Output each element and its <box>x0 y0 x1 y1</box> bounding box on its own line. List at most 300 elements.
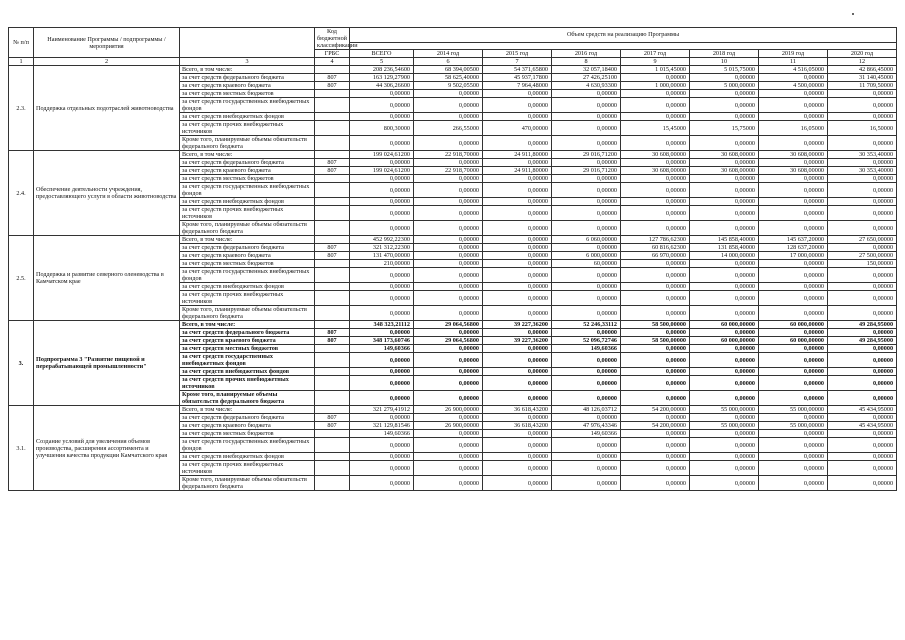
year-value: 0,00000 <box>414 291 483 306</box>
year-value: 0,00000 <box>621 74 690 82</box>
index-cell: 3 <box>180 58 315 66</box>
section-number: 2.4. <box>9 151 34 236</box>
year-value: 60,00000 <box>552 260 621 268</box>
year-value: 0,00000 <box>483 198 552 206</box>
year-value: 0,00000 <box>828 90 897 98</box>
year-value: 0,00000 <box>828 329 897 337</box>
year-value: 0,00000 <box>414 453 483 461</box>
year-value: 0,00000 <box>483 291 552 306</box>
grbs-code: 807 <box>315 252 350 260</box>
year-value: 0,00000 <box>828 136 897 151</box>
year-value: 127 786,62300 <box>621 236 690 244</box>
year-value: 0,00000 <box>759 206 828 221</box>
year-value: 0,00000 <box>759 368 828 376</box>
year-value: 0,00000 <box>759 461 828 476</box>
year-value: 0,00000 <box>690 368 759 376</box>
grbs-code: 807 <box>315 244 350 252</box>
year-value: 60 000,00000 <box>690 321 759 329</box>
year-value: 0,00000 <box>483 183 552 198</box>
year-value: 0,00000 <box>621 283 690 291</box>
year-value: 0,00000 <box>621 368 690 376</box>
year-value: 128 637,20000 <box>759 244 828 252</box>
year-value: 0,00000 <box>621 438 690 453</box>
year-value: 0,00000 <box>828 461 897 476</box>
year-value: 32 057,18400 <box>552 66 621 74</box>
total-value: 0,00000 <box>350 98 414 113</box>
year-value: 0,00000 <box>414 183 483 198</box>
year-value: 0,00000 <box>828 159 897 167</box>
year-value: 7 964,48000 <box>483 82 552 90</box>
year-value: 0,00000 <box>483 206 552 221</box>
year-value: 0,00000 <box>483 391 552 406</box>
year-value: 0,00000 <box>828 283 897 291</box>
year-value: 0,00000 <box>621 136 690 151</box>
funding-source-label: за счет средств внебюджетных фондов <box>180 453 315 461</box>
year-value: 0,00000 <box>621 391 690 406</box>
year-value: 0,00000 <box>828 430 897 438</box>
year-value: 55 000,00000 <box>690 406 759 414</box>
header-year: 2018 год <box>690 50 759 58</box>
section-name: Обеспечение деятельности учреждения, предоставляющего услуги в области животноводства <box>34 151 180 236</box>
year-value: 0,00000 <box>828 438 897 453</box>
grbs-code: 807 <box>315 74 350 82</box>
index-cell: 4 <box>315 58 350 66</box>
year-value: 36 618,43200 <box>483 422 552 430</box>
year-value: 30 608,00000 <box>759 151 828 159</box>
funding-source-label: за счет средств федерального бюджета <box>180 329 315 337</box>
year-value: 0,00000 <box>828 175 897 183</box>
section-name: Поддержка отдельных подотраслей животноводства <box>34 66 180 151</box>
year-value: 0,00000 <box>828 98 897 113</box>
grbs-code: 807 <box>315 422 350 430</box>
year-value: 0,00000 <box>483 236 552 244</box>
year-value: 0,00000 <box>690 329 759 337</box>
grbs-code <box>315 113 350 121</box>
year-value: 0,00000 <box>621 414 690 422</box>
funding-source-label: за счет средств прочих внебюджетных источников <box>180 291 315 306</box>
year-value: 0,00000 <box>414 236 483 244</box>
year-value: 0,00000 <box>828 414 897 422</box>
total-value: 321 279,41912 <box>350 406 414 414</box>
year-value: 0,00000 <box>621 453 690 461</box>
year-value: 55 000,00000 <box>759 422 828 430</box>
year-value: 0,00000 <box>759 283 828 291</box>
year-value: 0,00000 <box>483 430 552 438</box>
year-value: 0,00000 <box>483 476 552 491</box>
year-value: 0,00000 <box>828 113 897 121</box>
year-value: 29 016,71200 <box>552 151 621 159</box>
section-name: Создание условий для увеличения объемов производства, расширения ассортимента и улучшения качества продукции Камчатского края <box>34 406 180 491</box>
grbs-code <box>315 461 350 476</box>
funding-source-label: за счет средств внебюджетных фондов <box>180 113 315 121</box>
year-value: 0,00000 <box>759 183 828 198</box>
year-value: 0,00000 <box>690 221 759 236</box>
year-value: 30 608,00000 <box>621 167 690 175</box>
grbs-code <box>315 321 350 329</box>
section-number: 2.5. <box>9 236 34 321</box>
total-value: 0,00000 <box>350 329 414 337</box>
year-value: 0,00000 <box>759 175 828 183</box>
year-value: 54 371,65800 <box>483 66 552 74</box>
year-value: 0,00000 <box>828 306 897 321</box>
index-cell: 5 <box>350 58 414 66</box>
total-value: 0,00000 <box>350 268 414 283</box>
year-value: 0,00000 <box>759 345 828 353</box>
total-value: 210,00000 <box>350 260 414 268</box>
funding-source-label: за счет средств государственных внебюджетных фондов <box>180 438 315 453</box>
funding-source-label: за счет средств внебюджетных фондов <box>180 283 315 291</box>
year-value: 0,00000 <box>690 198 759 206</box>
year-value: 14 000,00000 <box>690 252 759 260</box>
year-value: 0,00000 <box>483 306 552 321</box>
grbs-code <box>315 306 350 321</box>
header-year: 2014 год <box>414 50 483 58</box>
year-value: 31 140,45000 <box>828 74 897 82</box>
year-value: 0,00000 <box>552 368 621 376</box>
total-value: 149,60366 <box>350 430 414 438</box>
grbs-code <box>315 183 350 198</box>
grbs-code: 807 <box>315 159 350 167</box>
year-value: 0,00000 <box>552 244 621 252</box>
grbs-code <box>315 268 350 283</box>
year-value: 0,00000 <box>414 198 483 206</box>
header-year: 2016 год <box>552 50 621 58</box>
year-value: 150,00000 <box>828 260 897 268</box>
total-value: 0,00000 <box>350 476 414 491</box>
year-value: 55 000,00000 <box>759 406 828 414</box>
year-value: 0,00000 <box>483 368 552 376</box>
total-value: 0,00000 <box>350 206 414 221</box>
year-value: 0,00000 <box>621 268 690 283</box>
section-number: 2.3. <box>9 66 34 151</box>
total-value: 0,00000 <box>350 113 414 121</box>
year-value: 52 246,33112 <box>552 321 621 329</box>
year-value: 0,00000 <box>759 221 828 236</box>
year-value: 0,00000 <box>759 98 828 113</box>
year-value: 0,00000 <box>483 438 552 453</box>
year-value: 145 858,40000 <box>690 236 759 244</box>
year-value: 60 000,00000 <box>759 321 828 329</box>
year-value: 0,00000 <box>483 98 552 113</box>
funding-source-label: за счет средств местных бюджетов <box>180 430 315 438</box>
grbs-code: 807 <box>315 337 350 345</box>
year-value: 45 434,95000 <box>828 406 897 414</box>
index-cell: 2 <box>34 58 180 66</box>
total-value: 131 470,00000 <box>350 252 414 260</box>
year-value: 0,00000 <box>414 221 483 236</box>
table-row <box>9 236 897 244</box>
year-value: 0,00000 <box>483 461 552 476</box>
funding-source-label: за счет средств краевого бюджета <box>180 167 315 175</box>
year-value: 0,00000 <box>414 90 483 98</box>
year-value: 0,00000 <box>759 136 828 151</box>
year-value: 60 000,00000 <box>759 337 828 345</box>
grbs-code <box>315 90 350 98</box>
year-value: 0,00000 <box>552 183 621 198</box>
total-value: 208 236,54600 <box>350 66 414 74</box>
year-value: 0,00000 <box>621 206 690 221</box>
year-value: 0,00000 <box>759 306 828 321</box>
year-value: 49 284,95000 <box>828 337 897 345</box>
year-value: 0,00000 <box>414 329 483 337</box>
funding-source-label: за счет средств государственных внебюджетных фондов <box>180 183 315 198</box>
year-value: 30 608,00000 <box>621 151 690 159</box>
year-value: 0,00000 <box>690 376 759 391</box>
year-value: 27 426,25100 <box>552 74 621 82</box>
year-value: 0,00000 <box>690 98 759 113</box>
header-year: 2015 год <box>483 50 552 58</box>
funding-source-label: Кроме того, планируемые объемы обязательств федерального бюджета <box>180 221 315 236</box>
year-value: 24 911,80000 <box>483 151 552 159</box>
funding-source-label: за счет средств внебюджетных фондов <box>180 368 315 376</box>
year-value: 0,00000 <box>759 376 828 391</box>
year-value: 0,00000 <box>828 221 897 236</box>
funding-source-label: за счет средств федерального бюджета <box>180 244 315 252</box>
year-value: 16,05000 <box>759 121 828 136</box>
table-row <box>9 321 897 329</box>
grbs-code <box>315 98 350 113</box>
year-value: 27 650,00000 <box>828 236 897 244</box>
total-value: 44 306,26600 <box>350 82 414 90</box>
funding-source-label: за счет средств местных бюджетов <box>180 175 315 183</box>
year-value: 0,00000 <box>552 206 621 221</box>
year-value: 0,00000 <box>483 136 552 151</box>
year-value: 0,00000 <box>552 221 621 236</box>
year-value: 0,00000 <box>690 453 759 461</box>
year-value: 58 625,40000 <box>414 74 483 82</box>
year-value: 0,00000 <box>690 159 759 167</box>
year-value: 0,00000 <box>552 329 621 337</box>
year-value: 0,00000 <box>621 306 690 321</box>
index-cell: 11 <box>759 58 828 66</box>
grbs-code <box>315 453 350 461</box>
year-value: 0,00000 <box>414 368 483 376</box>
index-cell: 9 <box>621 58 690 66</box>
year-value: 0,00000 <box>552 198 621 206</box>
year-value: 4 516,05000 <box>759 66 828 74</box>
header-empty <box>180 28 315 58</box>
year-value: 0,00000 <box>621 159 690 167</box>
year-value: 0,00000 <box>414 136 483 151</box>
funding-source-label: Всего, в том числе: <box>180 151 315 159</box>
index-cell: 12 <box>828 58 897 66</box>
year-value: 30 608,00000 <box>690 151 759 159</box>
year-value: 4 500,00000 <box>759 82 828 90</box>
year-value: 1 000,00000 <box>621 82 690 90</box>
year-value: 0,00000 <box>759 268 828 283</box>
funding-source-label: Кроме того, планируемые объемы обязательств федерального бюджета <box>180 306 315 321</box>
year-value: 0,00000 <box>621 476 690 491</box>
grbs-code <box>315 391 350 406</box>
total-value: 0,00000 <box>350 353 414 368</box>
year-value: 0,00000 <box>828 206 897 221</box>
year-value: 0,00000 <box>414 461 483 476</box>
grbs-code <box>315 291 350 306</box>
index-cell: 7 <box>483 58 552 66</box>
year-value: 26 900,00000 <box>414 422 483 430</box>
section-name: Поддержка и развитие северного оленеводства в Камчатском крае <box>34 236 180 321</box>
year-value: 0,00000 <box>414 430 483 438</box>
year-value: 0,00000 <box>621 260 690 268</box>
year-value: 0,00000 <box>690 461 759 476</box>
year-value: 0,00000 <box>552 438 621 453</box>
funding-source-label: за счет средств краевого бюджета <box>180 337 315 345</box>
year-value: 0,00000 <box>621 198 690 206</box>
grbs-code <box>315 283 350 291</box>
year-value: 48 126,03712 <box>552 406 621 414</box>
scan-speck <box>852 13 854 15</box>
year-value: 0,00000 <box>621 113 690 121</box>
section-number: 3. <box>9 321 34 406</box>
year-value: 0,00000 <box>690 345 759 353</box>
year-value: 0,00000 <box>483 414 552 422</box>
year-value: 0,00000 <box>690 175 759 183</box>
year-value: 29 016,71200 <box>552 167 621 175</box>
funding-source-label: за счет средств краевого бюджета <box>180 82 315 90</box>
year-value: 0,00000 <box>759 453 828 461</box>
year-value: 42 866,45000 <box>828 66 897 74</box>
year-value: 0,00000 <box>621 376 690 391</box>
year-value: 0,00000 <box>414 414 483 422</box>
year-value: 0,00000 <box>690 113 759 121</box>
total-value: 0,00000 <box>350 306 414 321</box>
year-value: 16,50000 <box>828 121 897 136</box>
year-value: 0,00000 <box>552 121 621 136</box>
year-value: 0,00000 <box>690 74 759 82</box>
grbs-code <box>315 66 350 74</box>
year-value: 0,00000 <box>483 345 552 353</box>
grbs-code <box>315 175 350 183</box>
year-value: 0,00000 <box>828 453 897 461</box>
year-value: 0,00000 <box>483 221 552 236</box>
year-value: 0,00000 <box>759 391 828 406</box>
year-value: 0,00000 <box>414 206 483 221</box>
index-cell: 1 <box>9 58 34 66</box>
year-value: 0,00000 <box>414 391 483 406</box>
year-value: 149,60366 <box>552 430 621 438</box>
year-value: 0,00000 <box>552 136 621 151</box>
year-value: 0,00000 <box>621 98 690 113</box>
year-value: 0,00000 <box>414 345 483 353</box>
grbs-code <box>315 206 350 221</box>
year-value: 0,00000 <box>690 283 759 291</box>
funding-source-label: за счет средств государственных внебюджетных фондов <box>180 268 315 283</box>
year-value: 0,00000 <box>414 283 483 291</box>
funding-source-label: Всего, в том числе: <box>180 406 315 414</box>
year-value: 0,00000 <box>552 391 621 406</box>
grbs-code <box>315 198 350 206</box>
grbs-code: 807 <box>315 329 350 337</box>
year-value: 49 284,95000 <box>828 321 897 329</box>
year-value: 39 227,36200 <box>483 321 552 329</box>
year-value: 0,00000 <box>552 98 621 113</box>
funding-source-label: Кроме того, планируемые объемы обязательств федерального бюджета <box>180 136 315 151</box>
year-value: 0,00000 <box>621 291 690 306</box>
year-value: 15,45000 <box>621 121 690 136</box>
table-row <box>9 406 897 414</box>
header-year: 2019 год <box>759 50 828 58</box>
index-cell: 8 <box>552 58 621 66</box>
year-value: 0,00000 <box>483 252 552 260</box>
year-value: 9 502,05500 <box>414 82 483 90</box>
year-value: 0,00000 <box>414 260 483 268</box>
year-value: 0,00000 <box>690 183 759 198</box>
year-value: 0,00000 <box>483 268 552 283</box>
index-cell: 6 <box>414 58 483 66</box>
total-value: 0,00000 <box>350 175 414 183</box>
funding-source-label: за счет средств местных бюджетов <box>180 260 315 268</box>
year-value: 0,00000 <box>621 221 690 236</box>
year-value: 0,00000 <box>552 414 621 422</box>
year-value: 0,00000 <box>759 291 828 306</box>
year-value: 0,00000 <box>621 430 690 438</box>
year-value: 470,00000 <box>483 121 552 136</box>
header-code: Код бюджетной классификации <box>315 28 350 50</box>
funding-source-label: за счет средств государственных внебюджетных фондов <box>180 353 315 368</box>
year-value: 0,00000 <box>552 268 621 283</box>
header-total: ВСЕГО <box>350 50 414 58</box>
year-value: 39 227,36200 <box>483 337 552 345</box>
program-funding-table <box>8 27 897 491</box>
year-value: 0,00000 <box>690 268 759 283</box>
year-value: 0,00000 <box>414 113 483 121</box>
year-value: 0,00000 <box>690 206 759 221</box>
grbs-code <box>315 236 350 244</box>
funding-source-label: за счет средств государственных внебюджетных фондов <box>180 98 315 113</box>
year-value: 0,00000 <box>828 391 897 406</box>
year-value: 17 000,00000 <box>759 252 828 260</box>
total-value: 0,00000 <box>350 438 414 453</box>
year-value: 0,00000 <box>621 175 690 183</box>
total-value: 0,00000 <box>350 198 414 206</box>
year-value: 0,00000 <box>414 438 483 453</box>
total-value: 348 323,21112 <box>350 321 414 329</box>
year-value: 0,00000 <box>621 183 690 198</box>
funding-source-label: Всего, в том числе: <box>180 236 315 244</box>
table-row <box>9 151 897 159</box>
year-value: 0,00000 <box>414 98 483 113</box>
header-year: 2017 год <box>621 50 690 58</box>
year-value: 0,00000 <box>552 376 621 391</box>
total-value: 0,00000 <box>350 221 414 236</box>
year-value: 0,00000 <box>414 476 483 491</box>
total-value: 321 312,22300 <box>350 244 414 252</box>
year-value: 0,00000 <box>690 291 759 306</box>
table-row <box>9 66 897 74</box>
year-value: 0,00000 <box>483 244 552 252</box>
year-value: 55 000,00000 <box>690 422 759 430</box>
year-value: 6 000,00000 <box>552 252 621 260</box>
year-value: 27 500,00000 <box>828 252 897 260</box>
year-value: 0,00000 <box>552 90 621 98</box>
funding-source-label: Кроме того, планируемые объемы обязательств федерального бюджета <box>180 391 315 406</box>
total-value: 800,30000 <box>350 121 414 136</box>
year-value: 0,00000 <box>759 353 828 368</box>
year-value: 0,00000 <box>690 90 759 98</box>
year-value: 131 858,40000 <box>690 244 759 252</box>
year-value: 0,00000 <box>759 260 828 268</box>
year-value: 0,00000 <box>414 244 483 252</box>
year-value: 0,00000 <box>483 376 552 391</box>
grbs-code: 807 <box>315 82 350 90</box>
year-value: 0,00000 <box>552 159 621 167</box>
funding-source-label: за счет средств прочих внебюджетных источников <box>180 121 315 136</box>
year-value: 26 900,00000 <box>414 406 483 414</box>
grbs-code <box>315 121 350 136</box>
year-value: 0,00000 <box>828 244 897 252</box>
year-value: 0,00000 <box>552 175 621 183</box>
year-value: 54 200,00000 <box>621 406 690 414</box>
